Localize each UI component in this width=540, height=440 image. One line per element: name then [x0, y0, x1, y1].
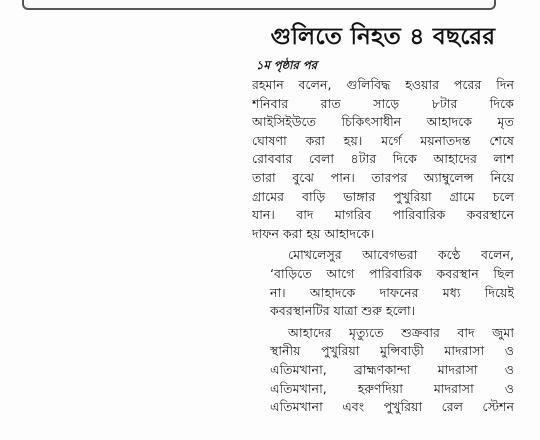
paragraph-line: এতিমখানা, ব্রাহ্মণকান্দা মাদরাসা ও: [270, 361, 514, 377]
continued-from-label: ১ম পৃষ্ঠার পর: [256, 58, 317, 72]
paragraph-line: এতিমখানা, হরুণদিয়া মাদরাসা ও: [270, 380, 514, 396]
article-headline: গুলিতে নিহত ৪ বছরের: [270, 24, 496, 50]
paragraph-line: যান। বাদ মাগরিব পারিবারিক কবরস্থানে: [252, 207, 514, 223]
paragraph-line: মোখলেসুর আবেগভরা কণ্ঠে বলেন,: [288, 247, 514, 263]
news-article: [252, 22, 514, 417]
paragraph-line: আহাদের মৃত্যুতে শুক্রবার বাদ জুমা: [288, 324, 514, 340]
paragraph-line: রোববার বেলা ৪টার দিকে আহাদের লাশ: [252, 151, 514, 167]
paragraph-line: তারা বুঝে পান। তারপর অ্যাম্বুলেন্স নিয়ে: [252, 169, 514, 185]
paragraph-line: গ্রামের বাড়ি ভাঙ্গার পুখুরিয়া গ্রামে চলে: [252, 188, 514, 204]
paragraph-line: ‘বাড়িতে আগে পারিবারিক কবরস্থান ছিল: [270, 265, 514, 281]
paragraph-line: শনিবার রাত সাড়ে ৮টার দিকে: [252, 95, 514, 111]
paragraph-line: না। আহাদকে দাফনের মধ্য দিয়েই: [270, 284, 514, 300]
paragraph-line: রহমান বলেন, গুলিবিদ্ধ হওয়ার পরের দিন: [252, 77, 514, 92]
paragraph-line: এতিমখানা এবং পুখুরিয়া রেল স্টেশন: [270, 399, 514, 415]
article-paragraph-3: [252, 324, 514, 417]
paragraph-line: ঘোষণা করা হয়। মর্গে ময়নাতদন্ত শেষে: [252, 132, 514, 148]
article-paragraph-1: [252, 76, 514, 243]
paragraph-line: আইসিইউতে চিকিৎসাধীন আহাদকে মৃত: [252, 114, 514, 130]
paragraph-line: স্থানীয় পুখুরিয়া মুন্সিবাড়ী মাদরাসা ও: [270, 343, 514, 359]
paragraph-line: কবরস্থানটির যাত্রা শুরু হলো।: [270, 303, 416, 319]
article-paragraph-2: [252, 246, 514, 320]
adjacent-article-frame: [22, 0, 496, 10]
paragraph-line: দাফন করা হয় আহাদকে।: [252, 225, 375, 241]
